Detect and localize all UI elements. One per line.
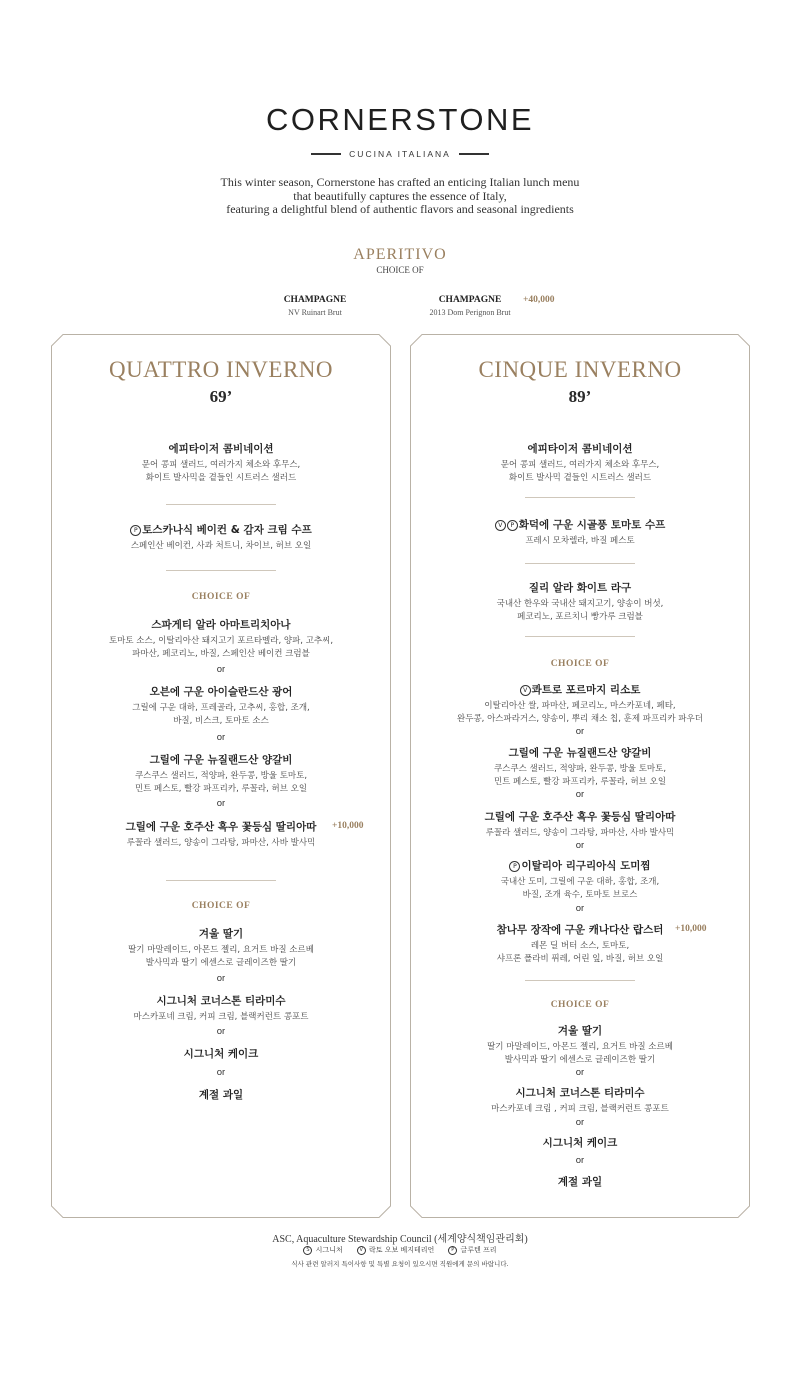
item-title: 스파게티 알라 아마트리치아나 <box>151 619 291 631</box>
footer-asc: ASC, Aquaculture Stewardship Council (세계양식책임관리회) <box>272 1234 528 1245</box>
course-title: QUATTRO INVERNO <box>108 357 334 382</box>
item-desc: 바질, 비스크, 토마토 소스 <box>173 715 269 726</box>
dessert-item <box>51 926 391 969</box>
course-price: 69’ <box>209 387 233 406</box>
item-desc: 페코리노, 포르치니 빵가루 크럼블 <box>517 611 643 622</box>
aperitivo-option-1 <box>265 295 365 317</box>
vegetarian-icon: V <box>357 1246 366 1255</box>
item-desc: 문어 콩피 샐러드, 여러가지 체소와 후무스, <box>500 460 660 470</box>
item-title: 에피타이저 콤비네이션 <box>168 443 274 455</box>
mains-choice-heading: CHOICE OF <box>550 659 610 669</box>
dessert-item: 계절 과일 <box>198 1089 244 1101</box>
item-title-row <box>410 858 750 873</box>
dessert-item: 시그니처 케이크 <box>183 1048 259 1060</box>
item-title: 겨울 딸기 <box>198 928 244 940</box>
dessert-item <box>51 993 391 1024</box>
item-desc: 국내산 한우와 국내산 돼지고기, 양송이 버섯, <box>496 599 664 609</box>
surcharge: +10,000 <box>675 924 707 934</box>
aperitivo-choice: CHOICE OF <box>376 265 424 275</box>
dessert-item <box>410 1085 750 1116</box>
divider <box>525 563 635 564</box>
mains-choice-heading: CHOICE OF <box>191 592 251 602</box>
dessert-choice-heading: CHOICE OF <box>550 1000 610 1010</box>
or-separator: or <box>575 1155 585 1166</box>
or-separator: or <box>575 1117 585 1128</box>
champagne-detail: 2013 Dom Perignon Brut <box>429 308 511 317</box>
divider <box>166 570 276 571</box>
gluten-free-icon: P <box>448 1246 457 1255</box>
champagne-detail: NV Ruinart Brut <box>288 308 342 317</box>
course-price: 89’ <box>568 387 592 406</box>
item-desc: 파마산, 페코리노, 바질, 스페인산 베이컨 크럼블 <box>132 648 310 659</box>
or-separator: or <box>216 664 226 675</box>
item-desc: 마스카포네 크림, 커피 크림, 블랙커런트 콩포트 <box>133 1012 309 1022</box>
item-desc: 쿠스쿠스 샐러드, 적양파, 완두콩, 방울 토마토, <box>493 764 667 774</box>
or-separator: or <box>216 973 226 984</box>
brand-subtitle-row <box>0 149 800 159</box>
item-title: 질리 알라 화이트 라구 <box>528 582 632 594</box>
item-desc: 스페인산 베이컨, 사과 처트니, 차이브, 허브 오일 <box>130 541 312 551</box>
legend-label: 락토 오보 베지테리언 <box>368 1246 435 1254</box>
brand-line-right <box>459 153 489 155</box>
divider <box>166 504 276 505</box>
divider <box>525 636 635 637</box>
legend-label: 글루텐 프리 <box>460 1246 497 1254</box>
item-desc: 바질, 조개 육수, 토마토 브로스 <box>522 889 638 900</box>
item-desc: 발사믹과 딸기 에센스로 글레이즈한 딸기 <box>504 1054 656 1065</box>
item-title: 그릴에 구운 뉴질랜드산 양갈비 <box>149 754 293 766</box>
item-title: 시그니처 코너스톤 티라미수 <box>515 1087 645 1099</box>
legend-item <box>303 1245 342 1255</box>
gluten-free-icon: P <box>509 861 520 872</box>
item-desc: 딸기 마말레이드, 아몬드 젤리, 요거트 바질 소르베 <box>128 945 314 955</box>
aperitivo-title: APERITIVO <box>353 246 447 263</box>
item-desc: 화이트 발사믹을 곁들인 시트러스 샐러드 <box>145 472 297 483</box>
menu-panel-cinque <box>410 334 750 1218</box>
footer-note: 식사 관련 알러지 특이사항 및 특별 요청이 있으시면 직원에게 문의 바랍니다. <box>291 1260 509 1268</box>
item-desc: 민트 페스토, 빨강 파프리카, 루꼴라, 허브 오일 <box>134 783 308 794</box>
or-separator: or <box>216 1067 226 1078</box>
signature-icon: S <box>303 1246 312 1255</box>
item-desc: 민트 페스토, 빨강 파프리카, 루꼴라, 허브 오일 <box>493 776 667 787</box>
item-desc: 샤프론 폴라비 퓌레, 어린 잎, 바질, 허브 오일 <box>496 953 664 964</box>
item-title: 시그니처 코너스톤 티라미수 <box>156 995 286 1007</box>
divider <box>525 980 635 981</box>
or-separator: or <box>216 1026 226 1037</box>
champagne-name: CHAMPAGNE <box>438 295 502 305</box>
main-item <box>51 684 391 727</box>
divider <box>525 497 635 498</box>
item-title: 참나무 장작에 구운 캐나다산 랍스터 <box>496 924 664 936</box>
item-desc: 그릴에 구운 대하, 프레골라, 고추씨, 홍합, 조개, <box>132 703 310 713</box>
or-separator: or <box>575 840 585 851</box>
item-desc: 완두콩, 아스파라거스, 양송이, 뿌리 채소 칩, 훈제 파프리카 파우더 <box>457 713 703 724</box>
champagne-name: CHAMPAGNE <box>283 295 347 305</box>
or-separator: or <box>216 798 226 809</box>
menu-panel-quattro <box>51 334 391 1218</box>
item-desc: 이탈리아산 쌀, 파마산, 페코리노, 마스카포네, 페타, <box>484 701 676 711</box>
intro-line: featuring a delightful blend of authentic flavors and seasonal ingredients <box>226 202 574 216</box>
gluten-free-icon: P <box>507 520 518 531</box>
starter-item <box>410 441 750 484</box>
soup-item <box>51 522 391 553</box>
item-desc: 루꼴라 샐러드, 양송이 그라탕, 파마산, 사바 발사믹 <box>126 838 316 848</box>
item-title: 그릴에 구운 호주산 흑우 꽃등심 딸리아따 <box>484 811 676 823</box>
or-separator: or <box>575 1067 585 1078</box>
brand-line-left <box>311 153 341 155</box>
dessert-choice-heading: CHOICE OF <box>191 901 251 911</box>
item-desc: 마스카포네 크림 , 커피 크림, 블랙커런트 콩포트 <box>491 1104 669 1114</box>
main-item <box>410 745 750 788</box>
item-title-row <box>410 517 750 532</box>
soup-item <box>410 517 750 548</box>
main-item <box>410 682 750 725</box>
pasta-item <box>410 580 750 623</box>
main-item <box>410 858 750 901</box>
brand-name: CORNERSTONE <box>265 102 535 137</box>
item-desc: 레몬 딜 버터 소스, 토마토, <box>530 941 630 951</box>
item-title: 화덕에 구운 시골풍 토마토 수프 <box>518 519 666 531</box>
item-desc: 딸기 마말레이드, 아몬드 젤리, 요거트 바질 소르베 <box>487 1042 673 1052</box>
intro-line: This winter season, Cornerstone has crafted an enticing Italian lunch menu <box>220 175 580 189</box>
main-item <box>51 617 391 660</box>
or-separator: or <box>575 726 585 737</box>
dessert-item: 계절 과일 <box>557 1176 603 1188</box>
or-separator: or <box>575 903 585 914</box>
item-title: 콰트로 포르마지 리소토 <box>531 684 641 696</box>
item-title: 이탈리아 리구리아식 도미찜 <box>521 860 651 872</box>
item-title-row <box>51 522 391 537</box>
intro-line: that beautifully captures the essence of Italy, <box>293 188 507 203</box>
legend-item <box>448 1245 496 1255</box>
surcharge: +10,000 <box>332 821 364 831</box>
intro-text <box>150 176 650 217</box>
legend-item <box>357 1245 435 1255</box>
item-title: 그릴에 구운 호주산 흑우 꽃등심 딸리아따 <box>125 821 317 833</box>
gluten-free-icon: P <box>130 525 141 536</box>
aperitivo-option-2 <box>410 295 530 317</box>
item-desc: 쿠스쿠스 샐러드, 적양파, 완두콩, 방울 토마토, <box>134 771 308 781</box>
starter-item <box>51 441 391 484</box>
or-separator: or <box>216 732 226 743</box>
vegetarian-icon: V <box>495 520 506 531</box>
vegetarian-icon: V <box>520 685 531 696</box>
main-item <box>410 809 750 840</box>
item-desc: 문어 콩피 샐러드, 여러가지 체소와 후무스, <box>141 460 301 470</box>
divider <box>166 880 276 881</box>
footer-legend <box>0 1245 800 1255</box>
item-title: 그릴에 구운 뉴질랜드산 양갈비 <box>508 747 652 759</box>
main-item <box>51 752 391 795</box>
or-separator: or <box>575 789 585 800</box>
item-title-row <box>410 682 750 697</box>
legend-label: 시그니처 <box>315 1246 343 1254</box>
item-title: 토스카나식 베이컨 & 감자 크림 수프 <box>142 524 312 536</box>
champagne-surcharge: +40,000 <box>523 295 555 305</box>
item-desc: 국내산 도미, 그릴에 구운 대하, 홍합, 조개, <box>500 877 660 887</box>
course-title: CINQUE INVERNO <box>478 357 682 382</box>
item-desc: 루꼴라 샐러드, 양송이 그라탕, 파마산, 사바 발사믹 <box>485 828 675 838</box>
item-desc: 발사믹과 딸기 에센스로 글레이즈한 딸기 <box>145 957 297 968</box>
dessert-item: 시그니처 케이크 <box>542 1137 618 1149</box>
item-title: 오븐에 구운 아이슬란드산 광어 <box>149 686 293 698</box>
item-desc: 프레시 모차렐라, 바질 페스토 <box>525 536 635 546</box>
brand-subtitle: CUCINA ITALIANA <box>349 149 451 159</box>
item-desc: 토마토 소스, 이탈리아산 돼지고기 포르타멜라, 양파, 고추씨, <box>108 636 334 646</box>
item-title: 에피타이저 콤비네이션 <box>527 443 633 455</box>
item-title: 겨울 딸기 <box>557 1025 603 1037</box>
item-desc: 화이트 발사믹 곁들인 시트러스 샐러드 <box>508 472 652 483</box>
dessert-item <box>410 1023 750 1066</box>
